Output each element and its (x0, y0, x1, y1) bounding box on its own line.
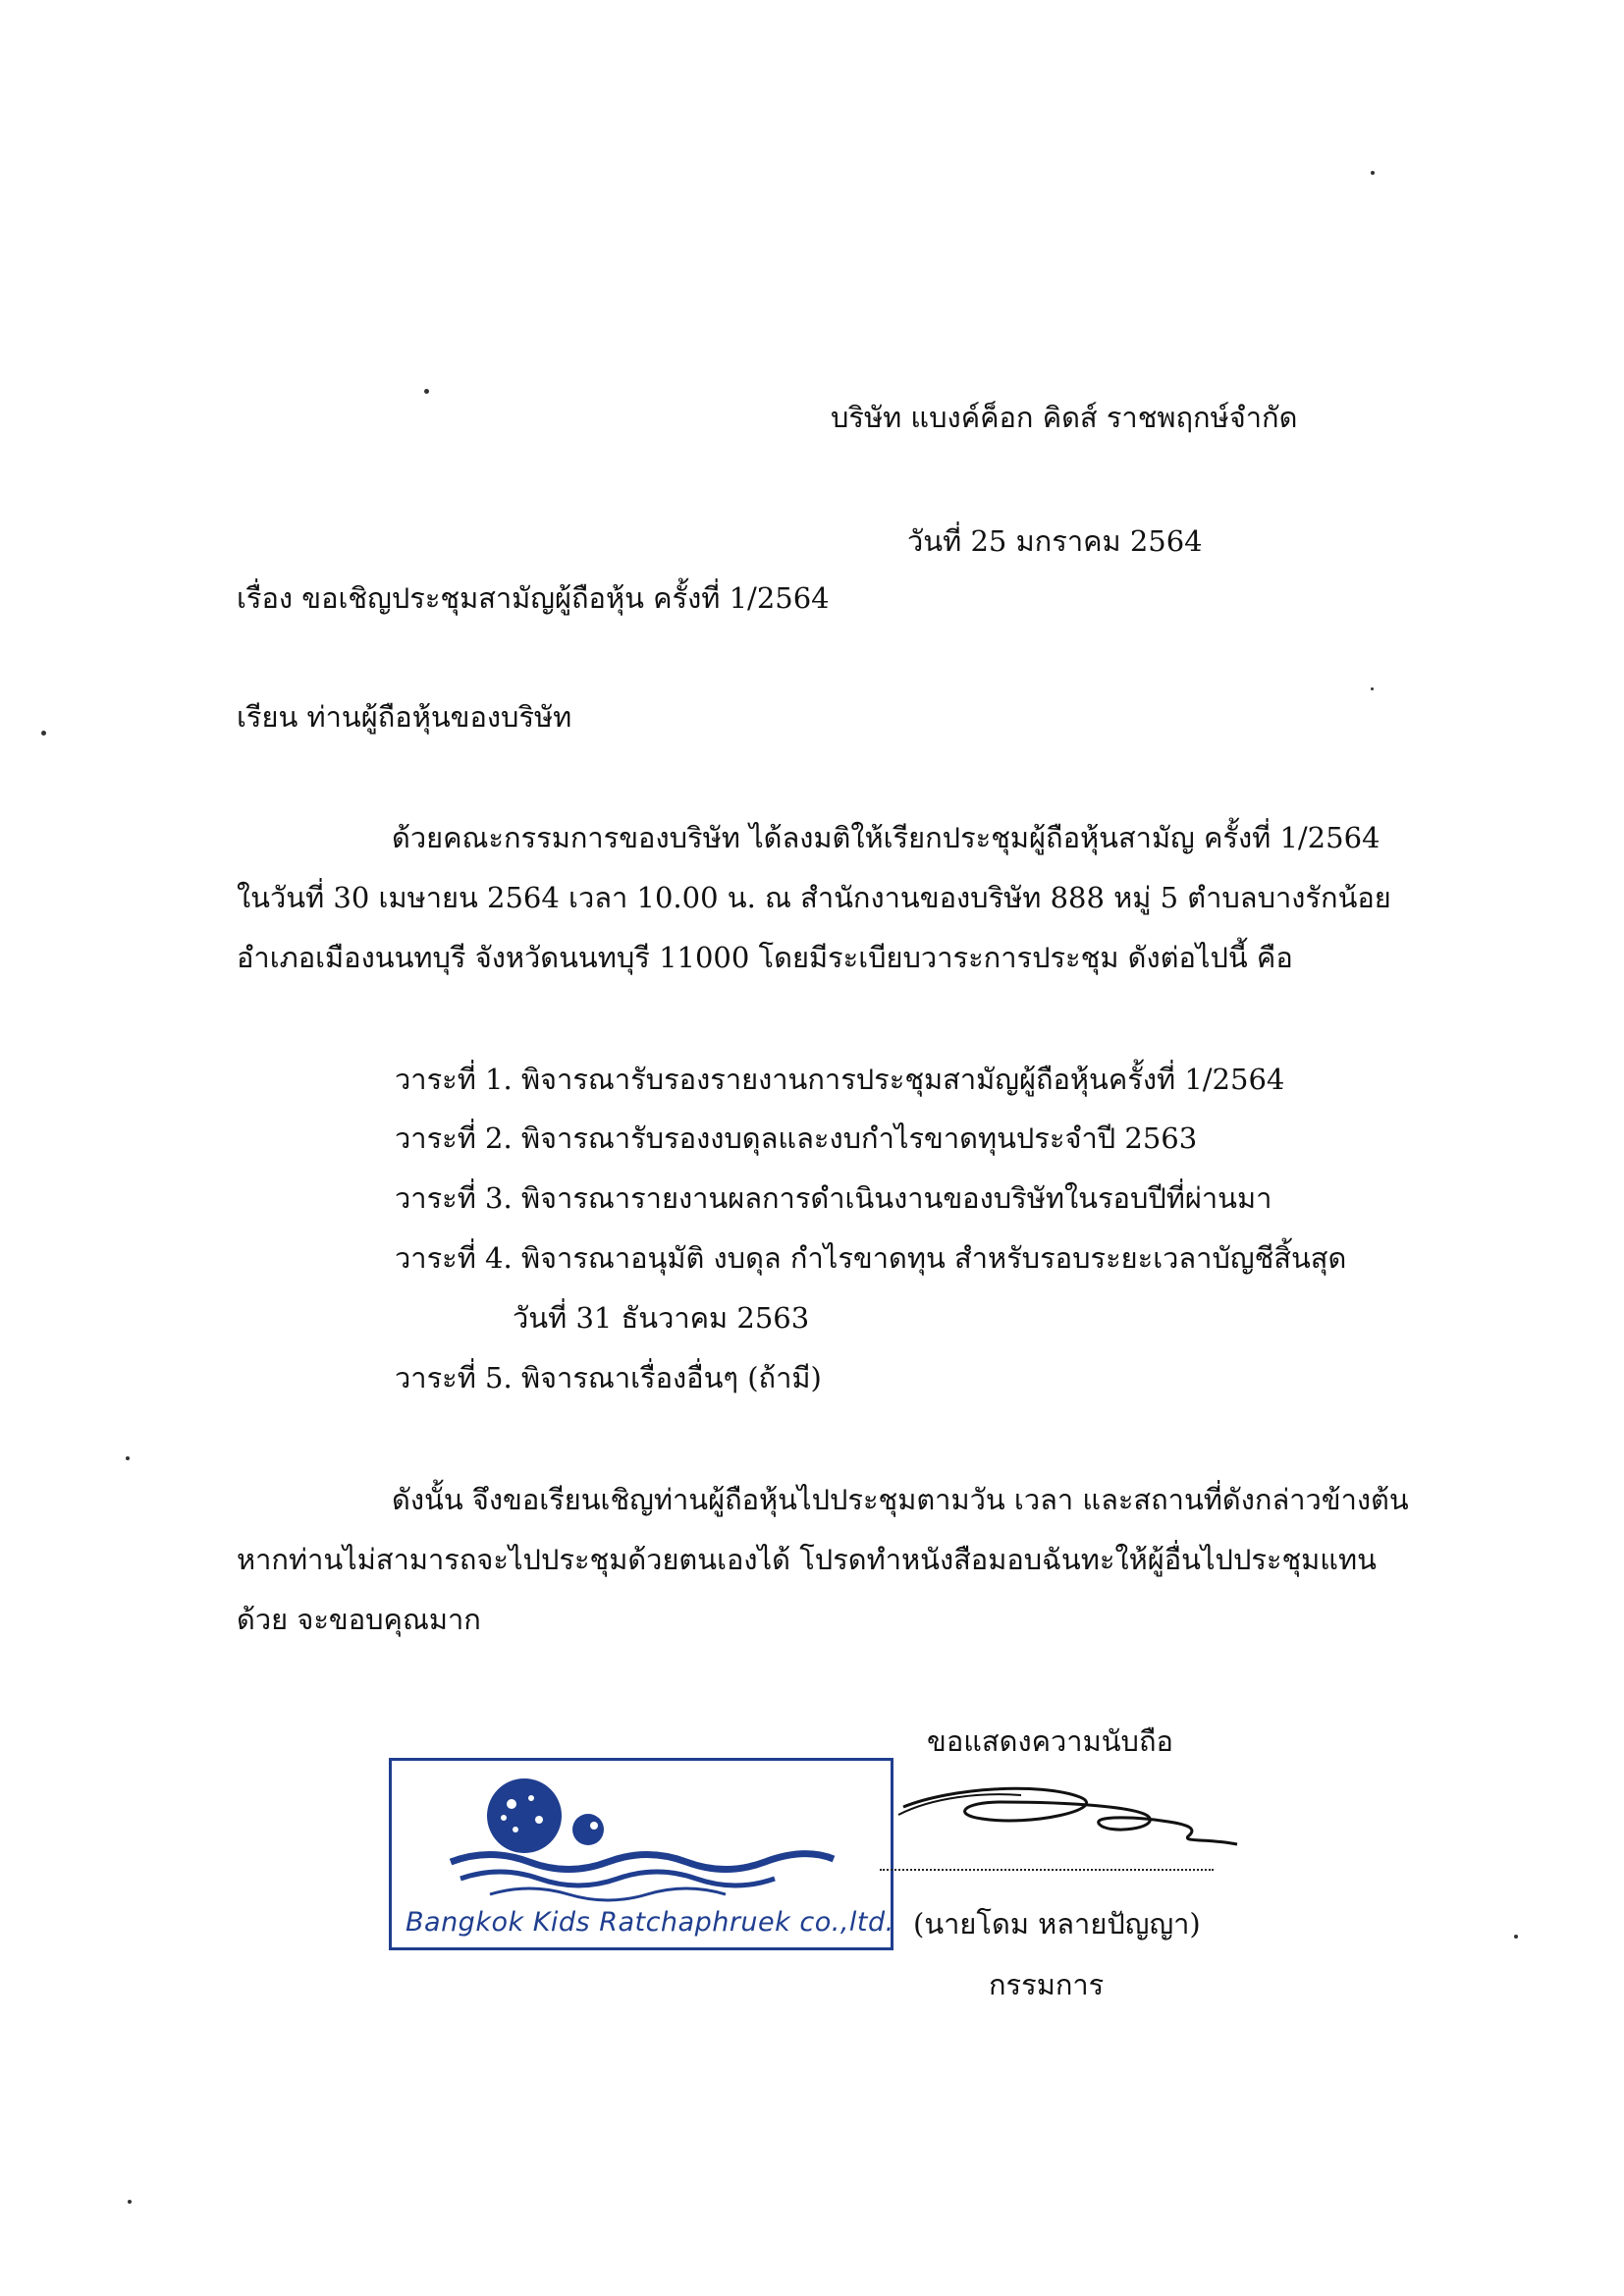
agenda-item-1: วาระที่ 1. พิจารณารับรองรายงานการประชุมสามัญผู้ถือหุ้นครั้งที่ 1/2564 (395, 1063, 1285, 1096)
scan-speck (41, 731, 46, 736)
signer-name: (นายโดม หลายปัญญา) (913, 1907, 1201, 1941)
company-stamp (389, 1758, 893, 1950)
intro-line-3: อำเภอเมืองนนทบุรี จังหวัดนนทบุรี 11000 โดยมีระเบียบวาระการประชุม ดังต่อไปนี้ คือ (237, 941, 1293, 974)
scan-speck (128, 2200, 132, 2204)
scan-speck (1514, 1935, 1518, 1939)
agenda-item-4-continued: วันที่ 31 ธันวาคม 2563 (513, 1301, 810, 1335)
letter-date: วันที่ 25 มกราคม 2564 (907, 524, 1203, 558)
agenda-item-4: วาระที่ 4. พิจารณาอนุมัติ งบดุล กำไรขาดทุน สำหรับรอบระยะเวลาบัญชีสิ้นสุด (395, 1241, 1347, 1275)
agenda-item-3: วาระที่ 3. พิจารณารายงานผลการดำเนินงานของบริษัทในรอบปีที่ผ่านมา (395, 1181, 1272, 1215)
letter-subject: เรื่อง ขอเชิญประชุมสามัญผู้ถือหุ้น ครั้งที่ 1/2564 (237, 581, 830, 615)
intro-line-1: ด้วยคณะกรรมการของบริษัท ได้ลงมติให้เรียกประชุมผู้ถือหุ้นสามัญ ครั้งที่ 1/2564 (392, 821, 1380, 854)
closing-line-3: ด้วย จะขอบคุณมาก (237, 1603, 481, 1636)
intro-line-2: ในวันที่ 30 เมษายน 2564 เวลา 10.00 น. ณ สำนักงานของบริษัท 888 หมู่ 5 ตำบลบางรักน้อย (237, 881, 1391, 914)
handwritten-signature (893, 1758, 1257, 1876)
signature-line (880, 1869, 1214, 1871)
signer-position: กรรมการ (989, 1968, 1105, 2001)
stamp-logo-icon (421, 1769, 853, 1906)
letter-salutation: เรียน ท่านผู้ถือหุ้นของบริษัท (237, 700, 572, 734)
closing-line-1: ดังนั้น จึงขอเรียนเชิญท่านผู้ถือหุ้นไปประชุมตามวัน เวลา และสถานที่ดังกล่าวข้างต้น (392, 1483, 1409, 1516)
stamp-company-name: Bangkok Kids Ratchaphruek co.,ltd. (406, 1907, 894, 1938)
scan-speck (424, 389, 429, 394)
closing-line-2: หากท่านไม่สามารถจะไปประชุมด้วยตนเองได้ โปรดทำหนังสือมอบฉันทะให้ผู้อื่นไปประชุมแทน (237, 1543, 1377, 1576)
scan-speck (1371, 687, 1374, 690)
scan-speck (126, 1456, 130, 1460)
agenda-item-5: วาระที่ 5. พิจารณาเรื่องอื่นๆ (ถ้ามี) (395, 1361, 822, 1394)
scan-speck (1371, 171, 1375, 175)
complimentary-close: ขอแสดงความนับถือ (927, 1724, 1173, 1758)
agenda-item-2: วาระที่ 2. พิจารณารับรองงบดุลและงบกำไรขาดทุนประจำปี 2563 (395, 1121, 1198, 1155)
company-name: บริษัท แบงค์ค็อก คิดส์ ราชพฤกษ์จำกัด (831, 401, 1298, 434)
